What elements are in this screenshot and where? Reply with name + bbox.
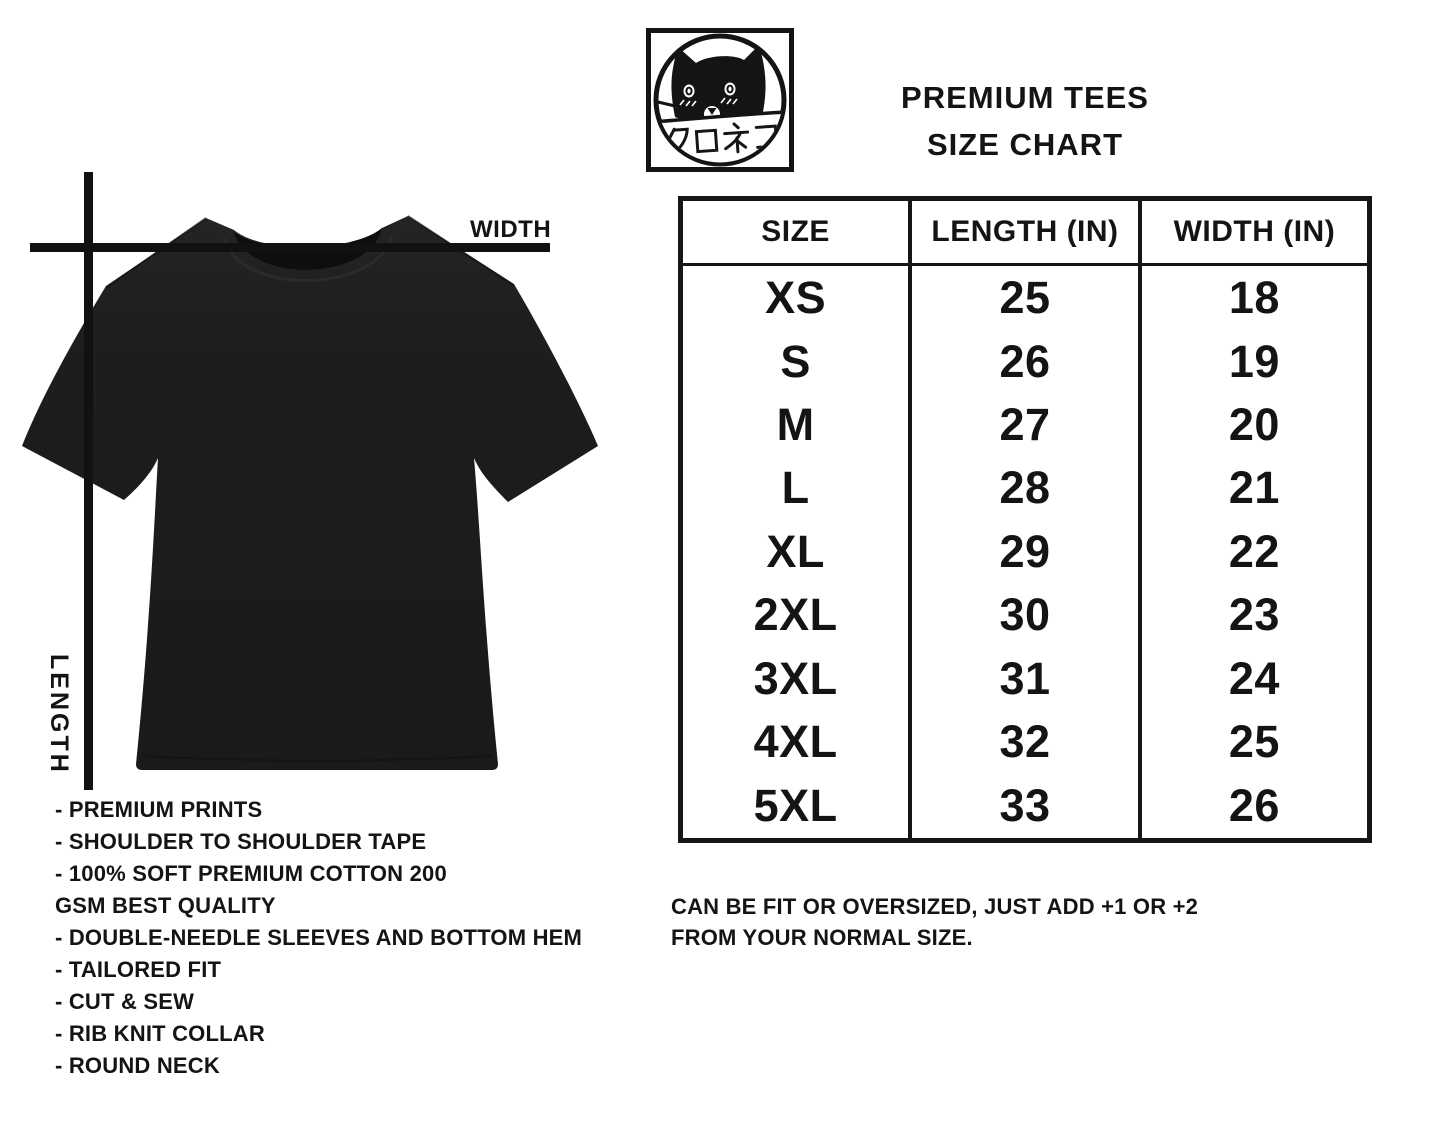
width-axis-label: WIDTH [470, 216, 552, 243]
page-title [678, 74, 1372, 168]
table-cell: 3XL [681, 647, 911, 710]
table-cell: 22 [1228, 525, 1280, 577]
length-measure-line [84, 172, 93, 790]
table-cell: 31 [910, 647, 1140, 710]
table-cell: 28 [910, 457, 1140, 520]
feature-line: - RIB KNIT COLLAR [55, 1021, 265, 1046]
tshirt-image [10, 196, 610, 796]
table-cell: 21 [1228, 462, 1280, 514]
table-cell: 5XL [681, 774, 911, 841]
table-cell: 25 [1228, 716, 1280, 768]
table-row [681, 393, 1370, 456]
table-cell: 23 [1228, 589, 1280, 641]
width-measure-line [30, 243, 550, 252]
table-cell: 32 [910, 711, 1140, 774]
table-cell: S [681, 330, 911, 393]
feature-line: - TAILORED FIT [55, 957, 222, 982]
table-cell: M [681, 393, 911, 456]
table-cell: 18 [1228, 271, 1280, 323]
table-cell: 27 [910, 393, 1140, 456]
feature-line: - ROUND NECK [55, 1053, 220, 1078]
size-table-container [678, 196, 1372, 843]
table-cell: 26 [910, 330, 1140, 393]
column-header: SIZE [681, 199, 911, 265]
table-cell: 33 [910, 774, 1140, 841]
table-cell: 29 [910, 520, 1140, 583]
table-cell: XL [681, 520, 911, 583]
table-cell: 4XL [681, 711, 911, 774]
feature-line: - PREMIUM PRINTS [55, 797, 263, 822]
table-cell: 30 [910, 584, 1140, 647]
features-list [55, 794, 615, 1082]
table-row [681, 711, 1370, 774]
table-row [681, 330, 1370, 393]
size-table-header-row [681, 199, 1370, 265]
fit-note-line-2: FROM YOUR NORMAL SIZE. [671, 925, 973, 950]
table-cell: 24 [1228, 652, 1280, 704]
fit-note [671, 891, 1231, 953]
table-cell: L [681, 457, 911, 520]
feature-line: - 100% SOFT PREMIUM COTTON 200 [55, 861, 447, 886]
feature-line: GSM BEST QUALITY [55, 893, 276, 918]
tshirt-silhouette [22, 216, 598, 770]
size-table-body [681, 265, 1370, 841]
table-row [681, 265, 1370, 330]
table-cell: 26 [1228, 779, 1280, 831]
column-header: LENGTH (IN) [910, 199, 1140, 265]
table-cell: XS [681, 265, 911, 330]
table-cell: 25 [910, 265, 1140, 330]
table-cell: 20 [1228, 398, 1280, 450]
feature-line: - CUT & SEW [55, 989, 195, 1014]
table-row [681, 774, 1370, 841]
size-table [678, 196, 1372, 843]
table-row [681, 520, 1370, 583]
title-line-2: SIZE CHART [927, 127, 1123, 162]
table-cell: 19 [1228, 335, 1280, 387]
column-header: WIDTH (IN) [1140, 199, 1370, 265]
feature-line: - SHOULDER TO SHOULDER TAPE [55, 829, 427, 854]
feature-line: - DOUBLE-NEEDLE SLEEVES AND BOTTOM HEM [55, 925, 583, 950]
fit-note-line-1: CAN BE FIT OR OVERSIZED, JUST ADD +1 OR +2 [671, 894, 1199, 919]
table-cell: 2XL [681, 584, 911, 647]
length-axis-label: LENGTH [45, 654, 73, 775]
table-row [681, 584, 1370, 647]
title-line-1: PREMIUM TEES [901, 80, 1149, 115]
table-row [681, 647, 1370, 710]
table-row [681, 457, 1370, 520]
